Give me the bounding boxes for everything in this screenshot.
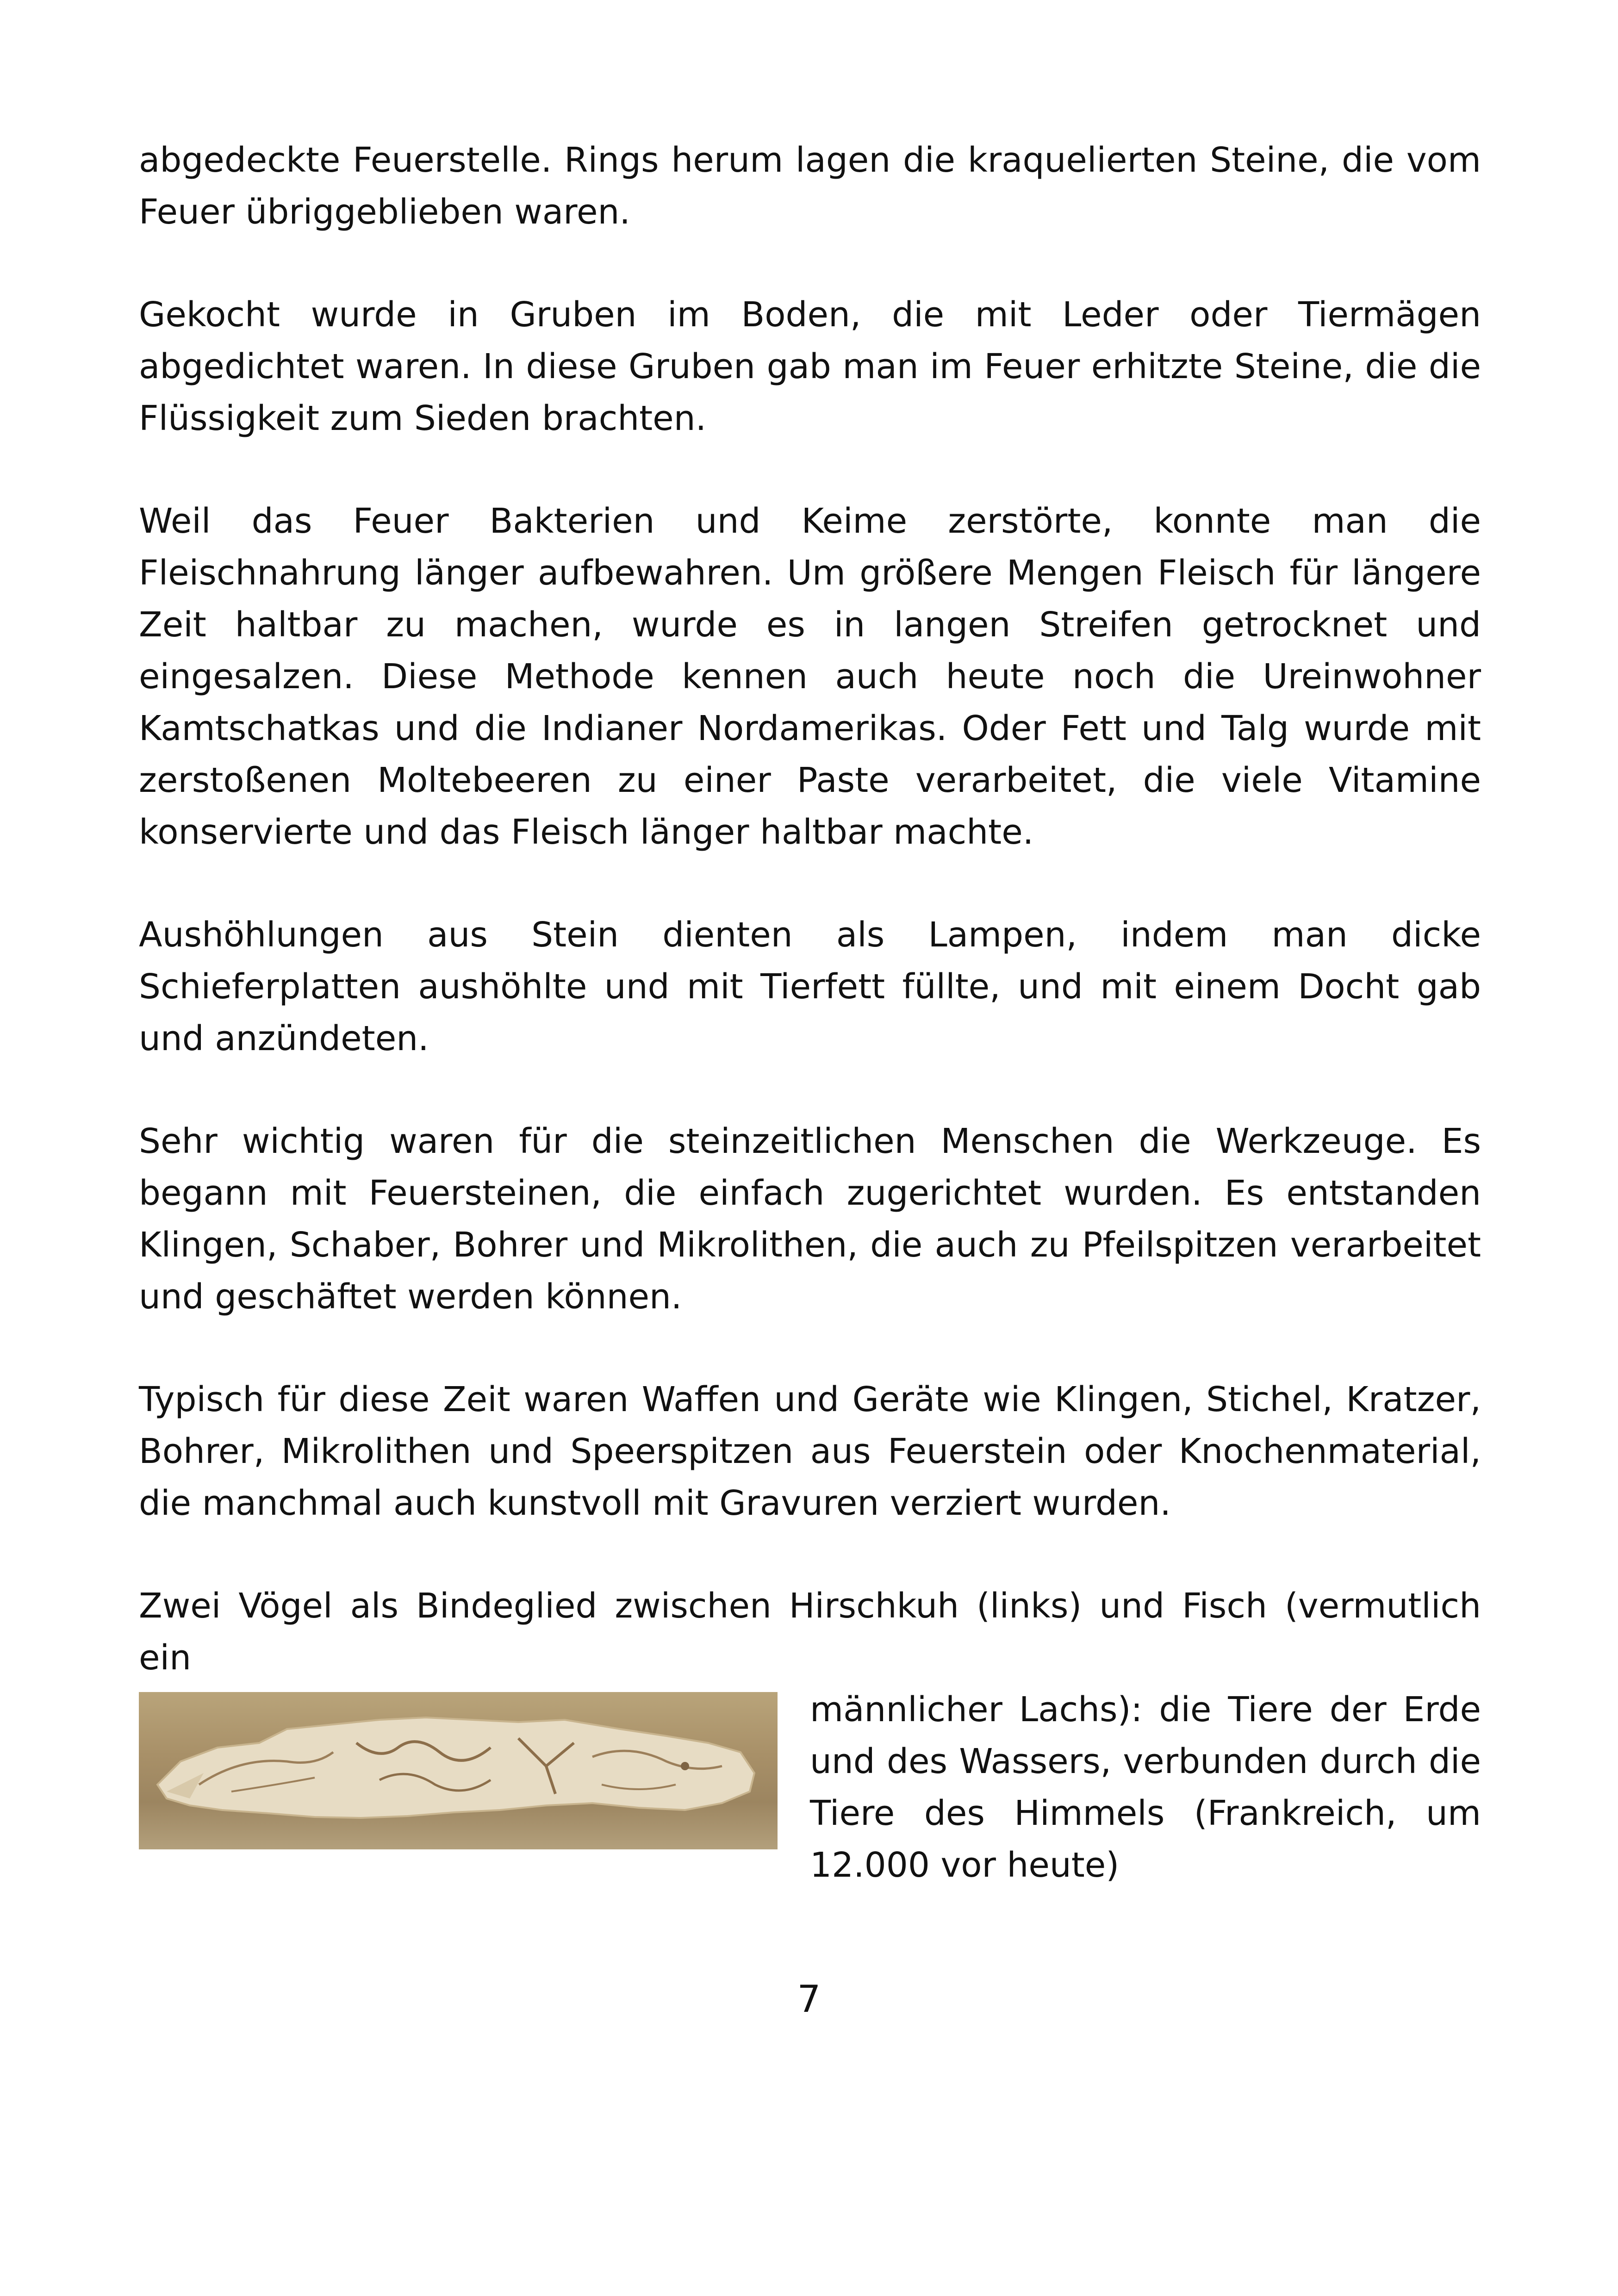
figure-caption: männlicher Lachs): die Tiere der Erde und des Wassers, verbunden durch die Tiere des Himmels (Frankreich, um 12.000 vor heute) <box>810 1690 1481 1885</box>
page-content <box>139 134 1481 1897</box>
paragraph-tools: Sehr wichtig waren für die steinzeitlichen Menschen die Werkzeuge. Es begann mit Feuersteinen, die einfach zugerichtet wurden. Es entstanden Klingen, Schaber, Bohrer und Mikrolithen, die auch zu Pfeilspitzen verarbeitet und geschäftet werden können. <box>139 1121 1481 1317</box>
paragraph-stone-lamps: Aushöhlungen aus Stein dienten als Lampen, indem man dicke Schieferplatten aushöhlte und mit Tierfett füllte, und mit einem Docht gab und anzündeten. <box>139 915 1481 1058</box>
paragraph-meat-preservation: Weil das Feuer Bakterien und Keime zerstörte, konnte man die Fleischnahrung länger aufbewahren. Um größere Mengen Fleisch für längere Zeit haltbar zu machen, wurde es in langen Streifen getrocknet und eingesalzen. Diese Methode kennen auch heute noch die Ureinwohner Kamtschatkas und die Indianer Nordamerikas. Oder Fett und Talg wurde mit zerstoßenen Moltebeeren zu einer Paste verarbeitet, die viele Vitamine konservierte und das Fleisch länger haltbar machte. <box>139 501 1481 852</box>
paragraph-cooking: Gekocht wurde in Gruben im Boden, die mit Leder oder Tiermägen abgedichtet waren. In diese Gruben gab man im Feuer erhitzte Steine, die die Flüssigkeit zum Sieden brachten. <box>139 295 1481 438</box>
engraved-bone-artifact-image <box>139 1692 778 1849</box>
figure-row <box>139 1684 1481 1897</box>
paragraph-weapons: Typisch für diese Zeit waren Waffen und Geräte wie Klingen, Stichel, Kratzer, Bohrer, Mikrolithen und Speerspitzen aus Feuerstein oder Knochenmaterial, die manchmal auch kunstvoll mit Gravuren verziert wurden. <box>139 1380 1481 1523</box>
figure-caption-intro: Zwei Vögel als Bindeglied zwischen Hirschkuh (links) und Fisch (vermutlich ein <box>139 1586 1481 1678</box>
page-number: 7 <box>797 1978 821 2021</box>
paragraph-fireplace: abgedeckte Feuerstelle. Rings herum lagen die kraquelierten Steine, die vom Feuer übriggeblieben waren. <box>139 140 1481 232</box>
